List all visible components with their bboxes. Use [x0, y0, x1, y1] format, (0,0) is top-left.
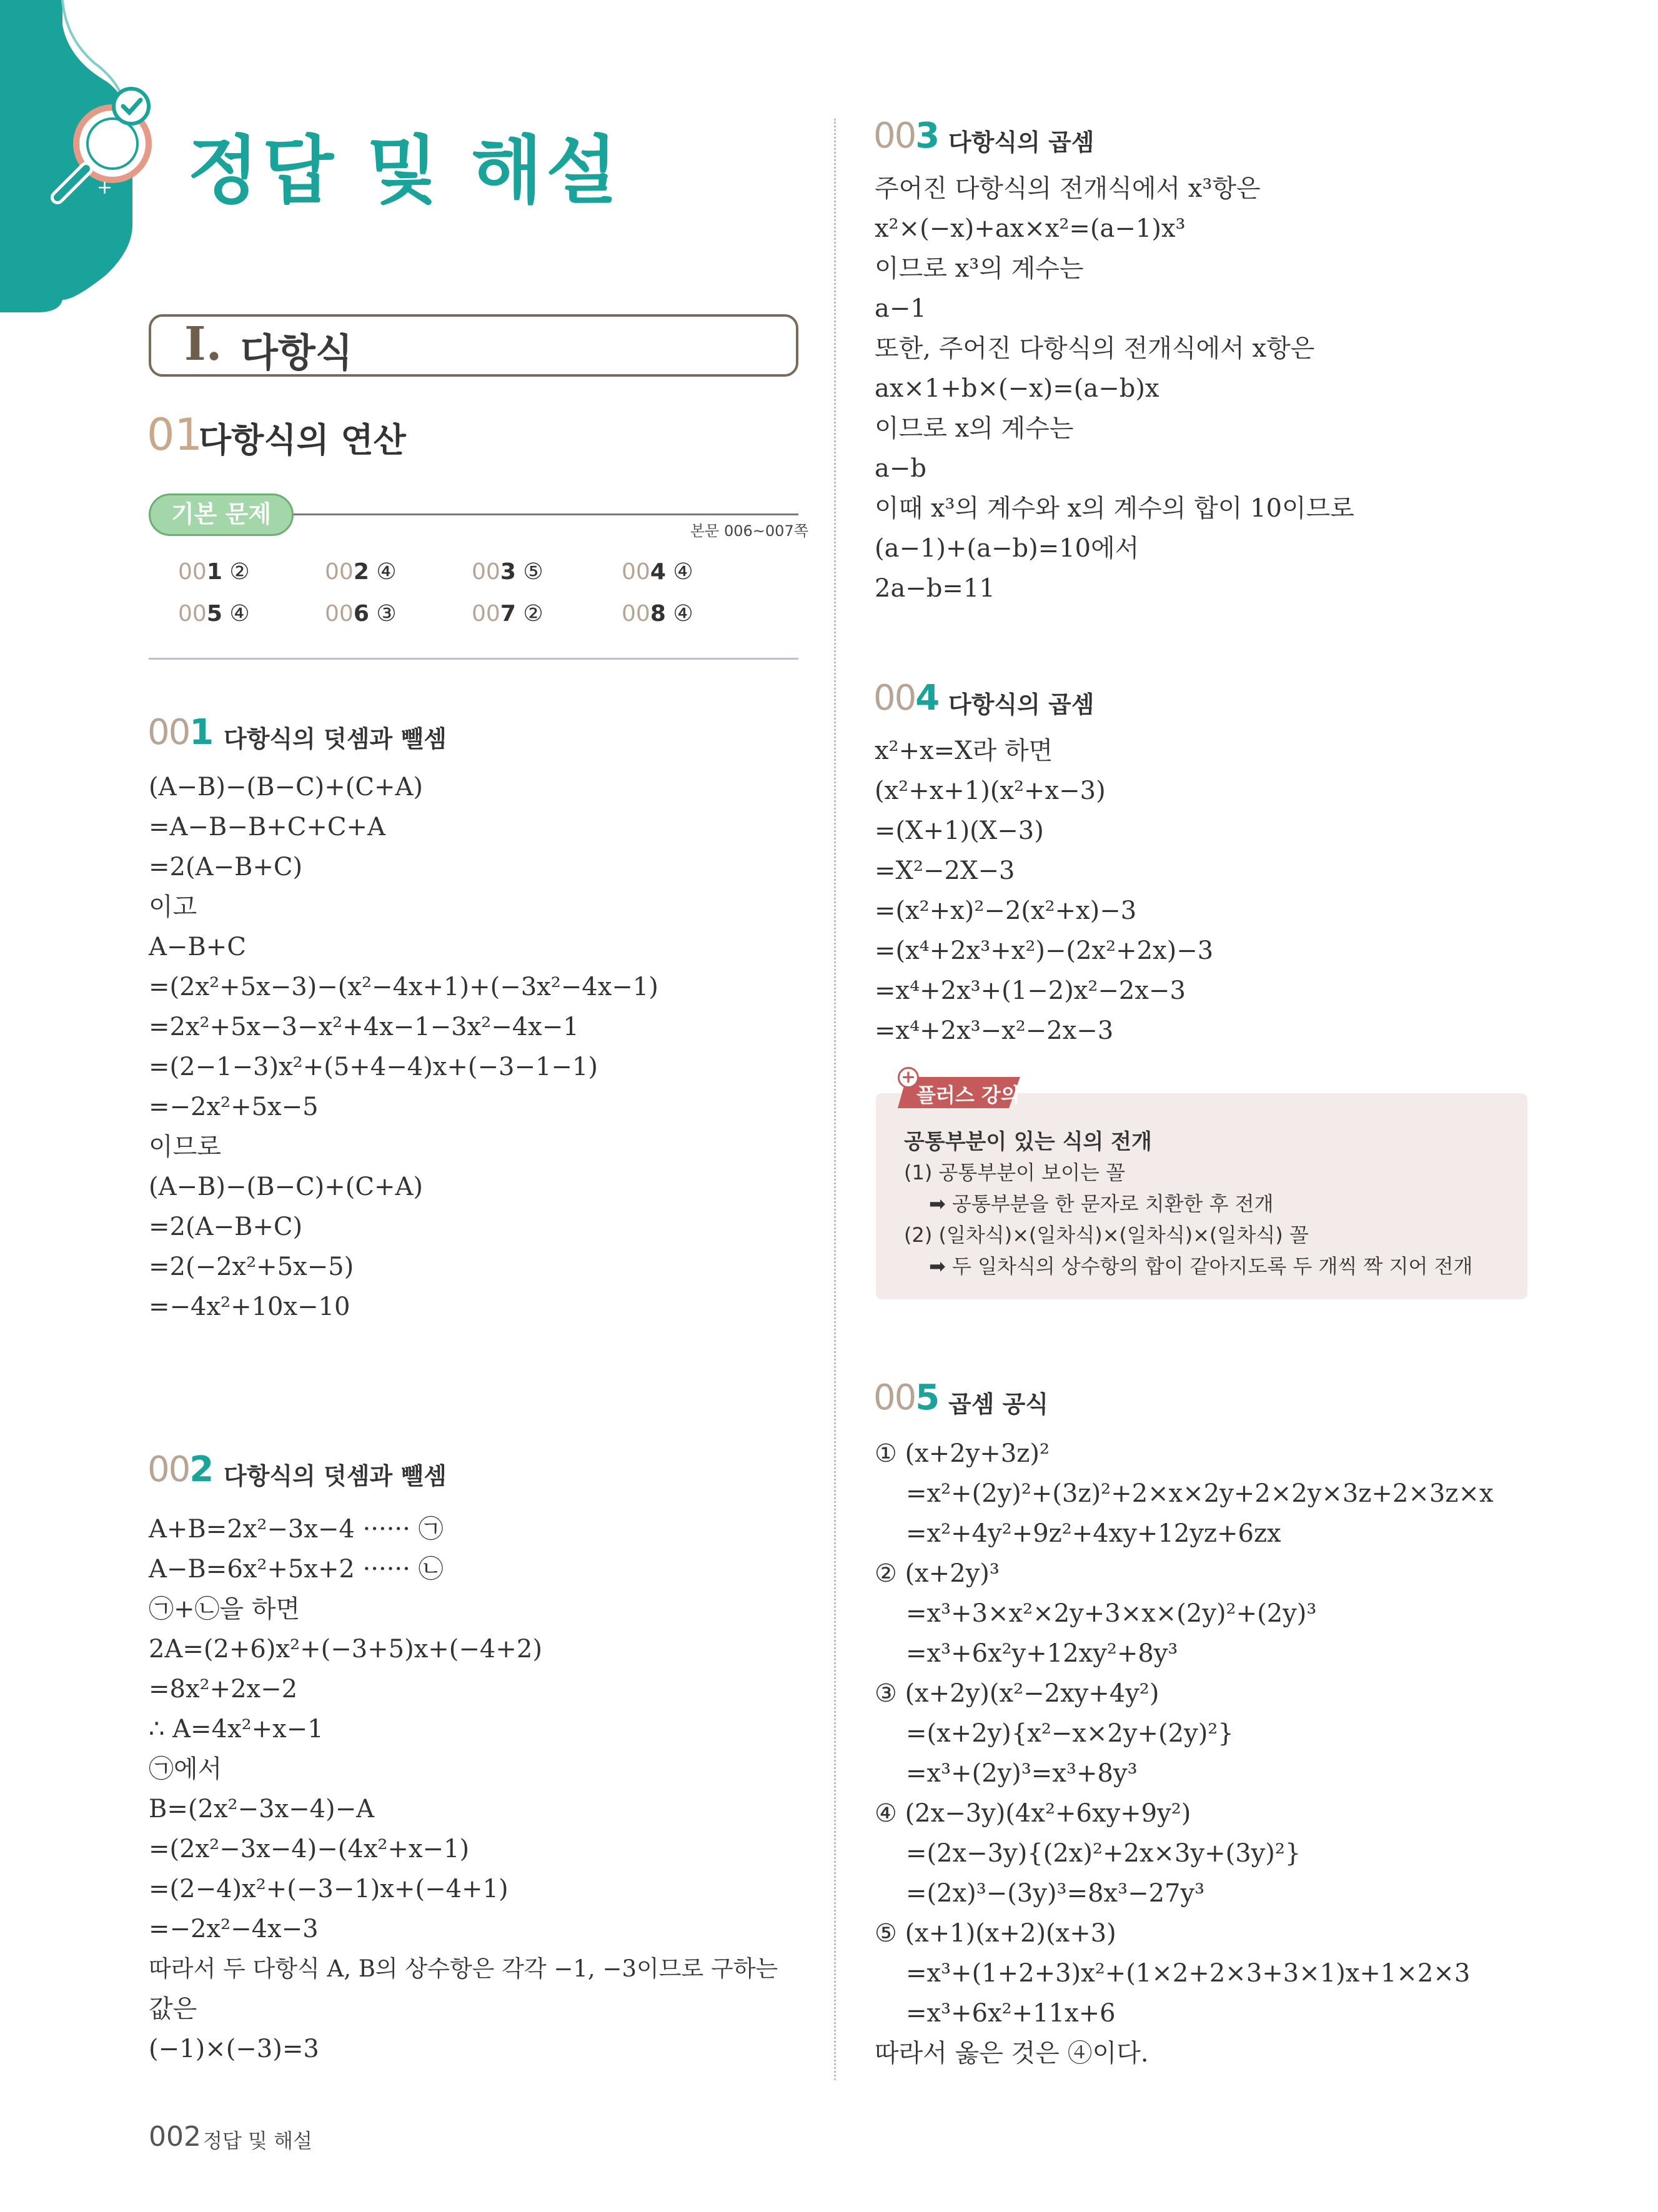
solution-line: ④ (2x−3y)(4x²+6xy+9y²) — [875, 1799, 1191, 1828]
solution-line: 따라서 두 다항식 A, B의 상수항은 각각 −1, −3이므로 구하는 — [149, 1955, 778, 1982]
plus-lecture-label: 플러스 강의 — [916, 1083, 1020, 1107]
problem-title: 곱셈 공식 — [948, 1391, 1049, 1418]
solution-line: 2A=(2+6)x²+(−3+5)x+(−4+2) — [149, 1635, 542, 1664]
solution-line: B=(2x²−3x−4)−A — [149, 1795, 375, 1823]
solution-line: =(2x−3y){(2x)²+2x×3y+(3y)²} — [906, 1839, 1301, 1868]
solution-line: =−2x²−4x−3 — [149, 1915, 319, 1943]
section-title: 다항식의 연산 — [199, 420, 406, 460]
solution-line: =x³+3×x²×2y+3×x×(2y)²+(2y)³ — [906, 1599, 1317, 1628]
section-number: 01 — [147, 409, 203, 460]
chapter-number: I. — [184, 317, 222, 371]
answer-item: 004 ④ — [622, 559, 693, 585]
solution-line: x²×(−x)+ax×x²=(a−1)x³ — [875, 214, 1186, 243]
solution-line: 이므로 x의 계수는 — [875, 414, 1074, 443]
solution-line: ax×1+b×(−x)=(a−b)x — [875, 374, 1159, 403]
solution-line: 값은 — [149, 1995, 197, 2023]
solution-line: A−B+C — [149, 933, 246, 961]
problem-number: 002 — [147, 1449, 213, 1490]
solution-line: ∴ A=4x²+x−1 — [149, 1715, 324, 1743]
solution-line: (x²+x+1)(x²+x−3) — [875, 776, 1106, 805]
solution-line: 주어진 다항식의 전개식에서 x³항은 — [875, 174, 1261, 203]
plus-lecture-line: (2) (일차식)×(일차식)×(일차식)×(일차식) 꼴 — [904, 1223, 1309, 1247]
solution-line: =2(−2x²+5x−5) — [149, 1252, 354, 1281]
solution-line: 이므로 — [149, 1133, 221, 1161]
solution-line: ㉠+㉡을 하면 — [149, 1595, 300, 1624]
answer-item: 005 ④ — [178, 601, 250, 627]
plus-lecture-line: (1) 공통부분이 보이는 꼴 — [904, 1161, 1126, 1184]
problem-title: 다항식의 곱셈 — [948, 691, 1095, 718]
solution-line: (−1)×(−3)=3 — [149, 2035, 319, 2063]
solution-line: =2x²+5x−3−x²+4x−1−3x²−4x−1 — [149, 1013, 579, 1041]
solution-line: =x⁴+2x³−x²−2x−3 — [875, 1016, 1114, 1045]
page-reference: 본문 006~007쪽 — [690, 522, 808, 540]
solution-line: ③ (x+2y)(x²−2xy+4y²) — [875, 1679, 1159, 1708]
plus-icon: + — [898, 1067, 919, 1088]
solution-line: 따라서 옳은 것은 ④이다. — [875, 2039, 1149, 2068]
problem-number: 003 — [873, 116, 939, 156]
solution-line: =2(A−B+C) — [149, 1213, 303, 1241]
solution-line: 이고 — [149, 893, 197, 921]
solution-line: a−1 — [875, 294, 926, 323]
solution-line: A−B=6x²+5x+2 ······ ㉡ — [149, 1555, 444, 1584]
answer-item: 001 ② — [178, 559, 250, 585]
plus-lecture-heading: 공통부분이 있는 식의 전개 — [904, 1129, 1152, 1154]
solution-line: =−2x²+5x−5 — [149, 1093, 319, 1121]
solution-line: =x³+6x²y+12xy²+8y³ — [906, 1639, 1178, 1668]
page-title: 정답 및 해설 — [187, 127, 622, 214]
solution-line: a−b — [875, 454, 926, 483]
answers-separator — [149, 658, 798, 660]
solution-line: ⑤ (x+1)(x+2)(x+3) — [875, 1919, 1116, 1948]
solution-line: A+B=2x²−3x−4 ······ ㉠ — [149, 1515, 444, 1544]
answer-item: 006 ③ — [325, 601, 397, 627]
solution-line: =−4x²+10x−10 — [149, 1292, 350, 1321]
solution-line: 2a−b=11 — [875, 574, 995, 603]
solution-line: =2(A−B+C) — [149, 853, 303, 881]
problem-title: 다항식의 덧셈과 뺄셈 — [224, 1462, 447, 1490]
solution-line: =x²+4y²+9z²+4xy+12yz+6zx — [906, 1519, 1281, 1548]
solution-line: 이므로 x³의 계수는 — [875, 254, 1084, 283]
chapter-title: 다항식 — [241, 330, 353, 375]
solution-line: =(X+1)(X−3) — [875, 816, 1044, 845]
solution-line: =(2x)³−(3y)³=8x³−27y³ — [906, 1879, 1205, 1908]
solution-line: =(x²+x)²−2(x²+x)−3 — [875, 896, 1137, 925]
plus-lecture-line: ➡ 두 일차식의 상수항의 합이 같아지도록 두 개씩 짝 지어 전개 — [929, 1254, 1473, 1278]
solution-line: ② (x+2y)³ — [875, 1559, 1000, 1588]
solution-line: =A−B−B+C+C+A — [149, 813, 385, 841]
column-divider — [834, 119, 836, 2080]
solution-line: =(x+2y){x²−x×2y+(2y)²} — [906, 1719, 1234, 1748]
problem-title: 다항식의 곱셈 — [948, 129, 1095, 156]
magnifier-icon — [44, 81, 169, 206]
plus-lecture-line: ➡ 공통부분을 한 문자로 치환한 후 전개 — [929, 1192, 1274, 1216]
basic-divider — [294, 513, 798, 515]
answer-item: 003 ⑤ — [472, 559, 544, 585]
solution-line: =(x⁴+2x³+x²)−(2x²+2x)−3 — [875, 936, 1214, 965]
svg-text:+: + — [97, 177, 113, 199]
problem-number: 004 — [873, 678, 939, 718]
solution-line: =8x²+2x−2 — [149, 1675, 298, 1704]
solution-line: x²+x=X라 하면 — [875, 737, 1053, 765]
solution-line: 또한, 주어진 다항식의 전개식에서 x항은 — [875, 334, 1315, 363]
answer-item: 002 ④ — [325, 559, 397, 585]
solution-line: =X²−2X−3 — [875, 856, 1015, 885]
solution-line: =(2−1−3)x²+(5+4−4)x+(−3−1−1) — [149, 1053, 598, 1081]
solution-line: =x³+(2y)³=x³+8y³ — [906, 1759, 1138, 1788]
solution-line: =x³+(1+2+3)x²+(1×2+2×3+3×1)x+1×2×3 — [906, 1959, 1471, 1988]
solution-line: =x²+(2y)²+(3z)²+2×x×2y+2×2y×3z+2×3z×x — [906, 1479, 1494, 1508]
basic-problems-pill: 기본 문제 — [149, 493, 294, 536]
solution-line: =(2x²−3x−4)−(4x²+x−1) — [149, 1835, 470, 1863]
answer-item: 007 ② — [472, 601, 544, 627]
problem-title: 다항식의 덧셈과 뺄셈 — [224, 725, 447, 753]
solution-line: =(2x²+5x−3)−(x²−4x+1)+(−3x²−4x−1) — [149, 973, 658, 1001]
solution-line: (A−B)−(B−C)+(C+A) — [149, 1173, 423, 1201]
footer-title: 정답 및 해설 — [203, 2129, 312, 2153]
solution-line: =x⁴+2x³+(1−2)x²−2x−3 — [875, 976, 1186, 1005]
solution-line: =(2−4)x²+(−3−1)x+(−4+1) — [149, 1875, 509, 1903]
problem-number: 001 — [147, 712, 213, 753]
answer-item: 008 ④ — [622, 601, 693, 627]
problem-number: 005 — [873, 1377, 939, 1418]
solution-line: ㉠에서 — [149, 1755, 222, 1783]
solution-line: (A−B)−(B−C)+(C+A) — [149, 773, 423, 801]
solution-line: (a−1)+(a−b)=10에서 — [875, 534, 1139, 563]
footer-page-number: 002 — [149, 2121, 201, 2153]
solution-line: =x³+6x²+11x+6 — [906, 1999, 1116, 2028]
solution-line: 이때 x³의 계수와 x의 계수의 합이 10이므로 — [875, 494, 1354, 523]
solution-line: ① (x+2y+3z)² — [875, 1439, 1050, 1468]
